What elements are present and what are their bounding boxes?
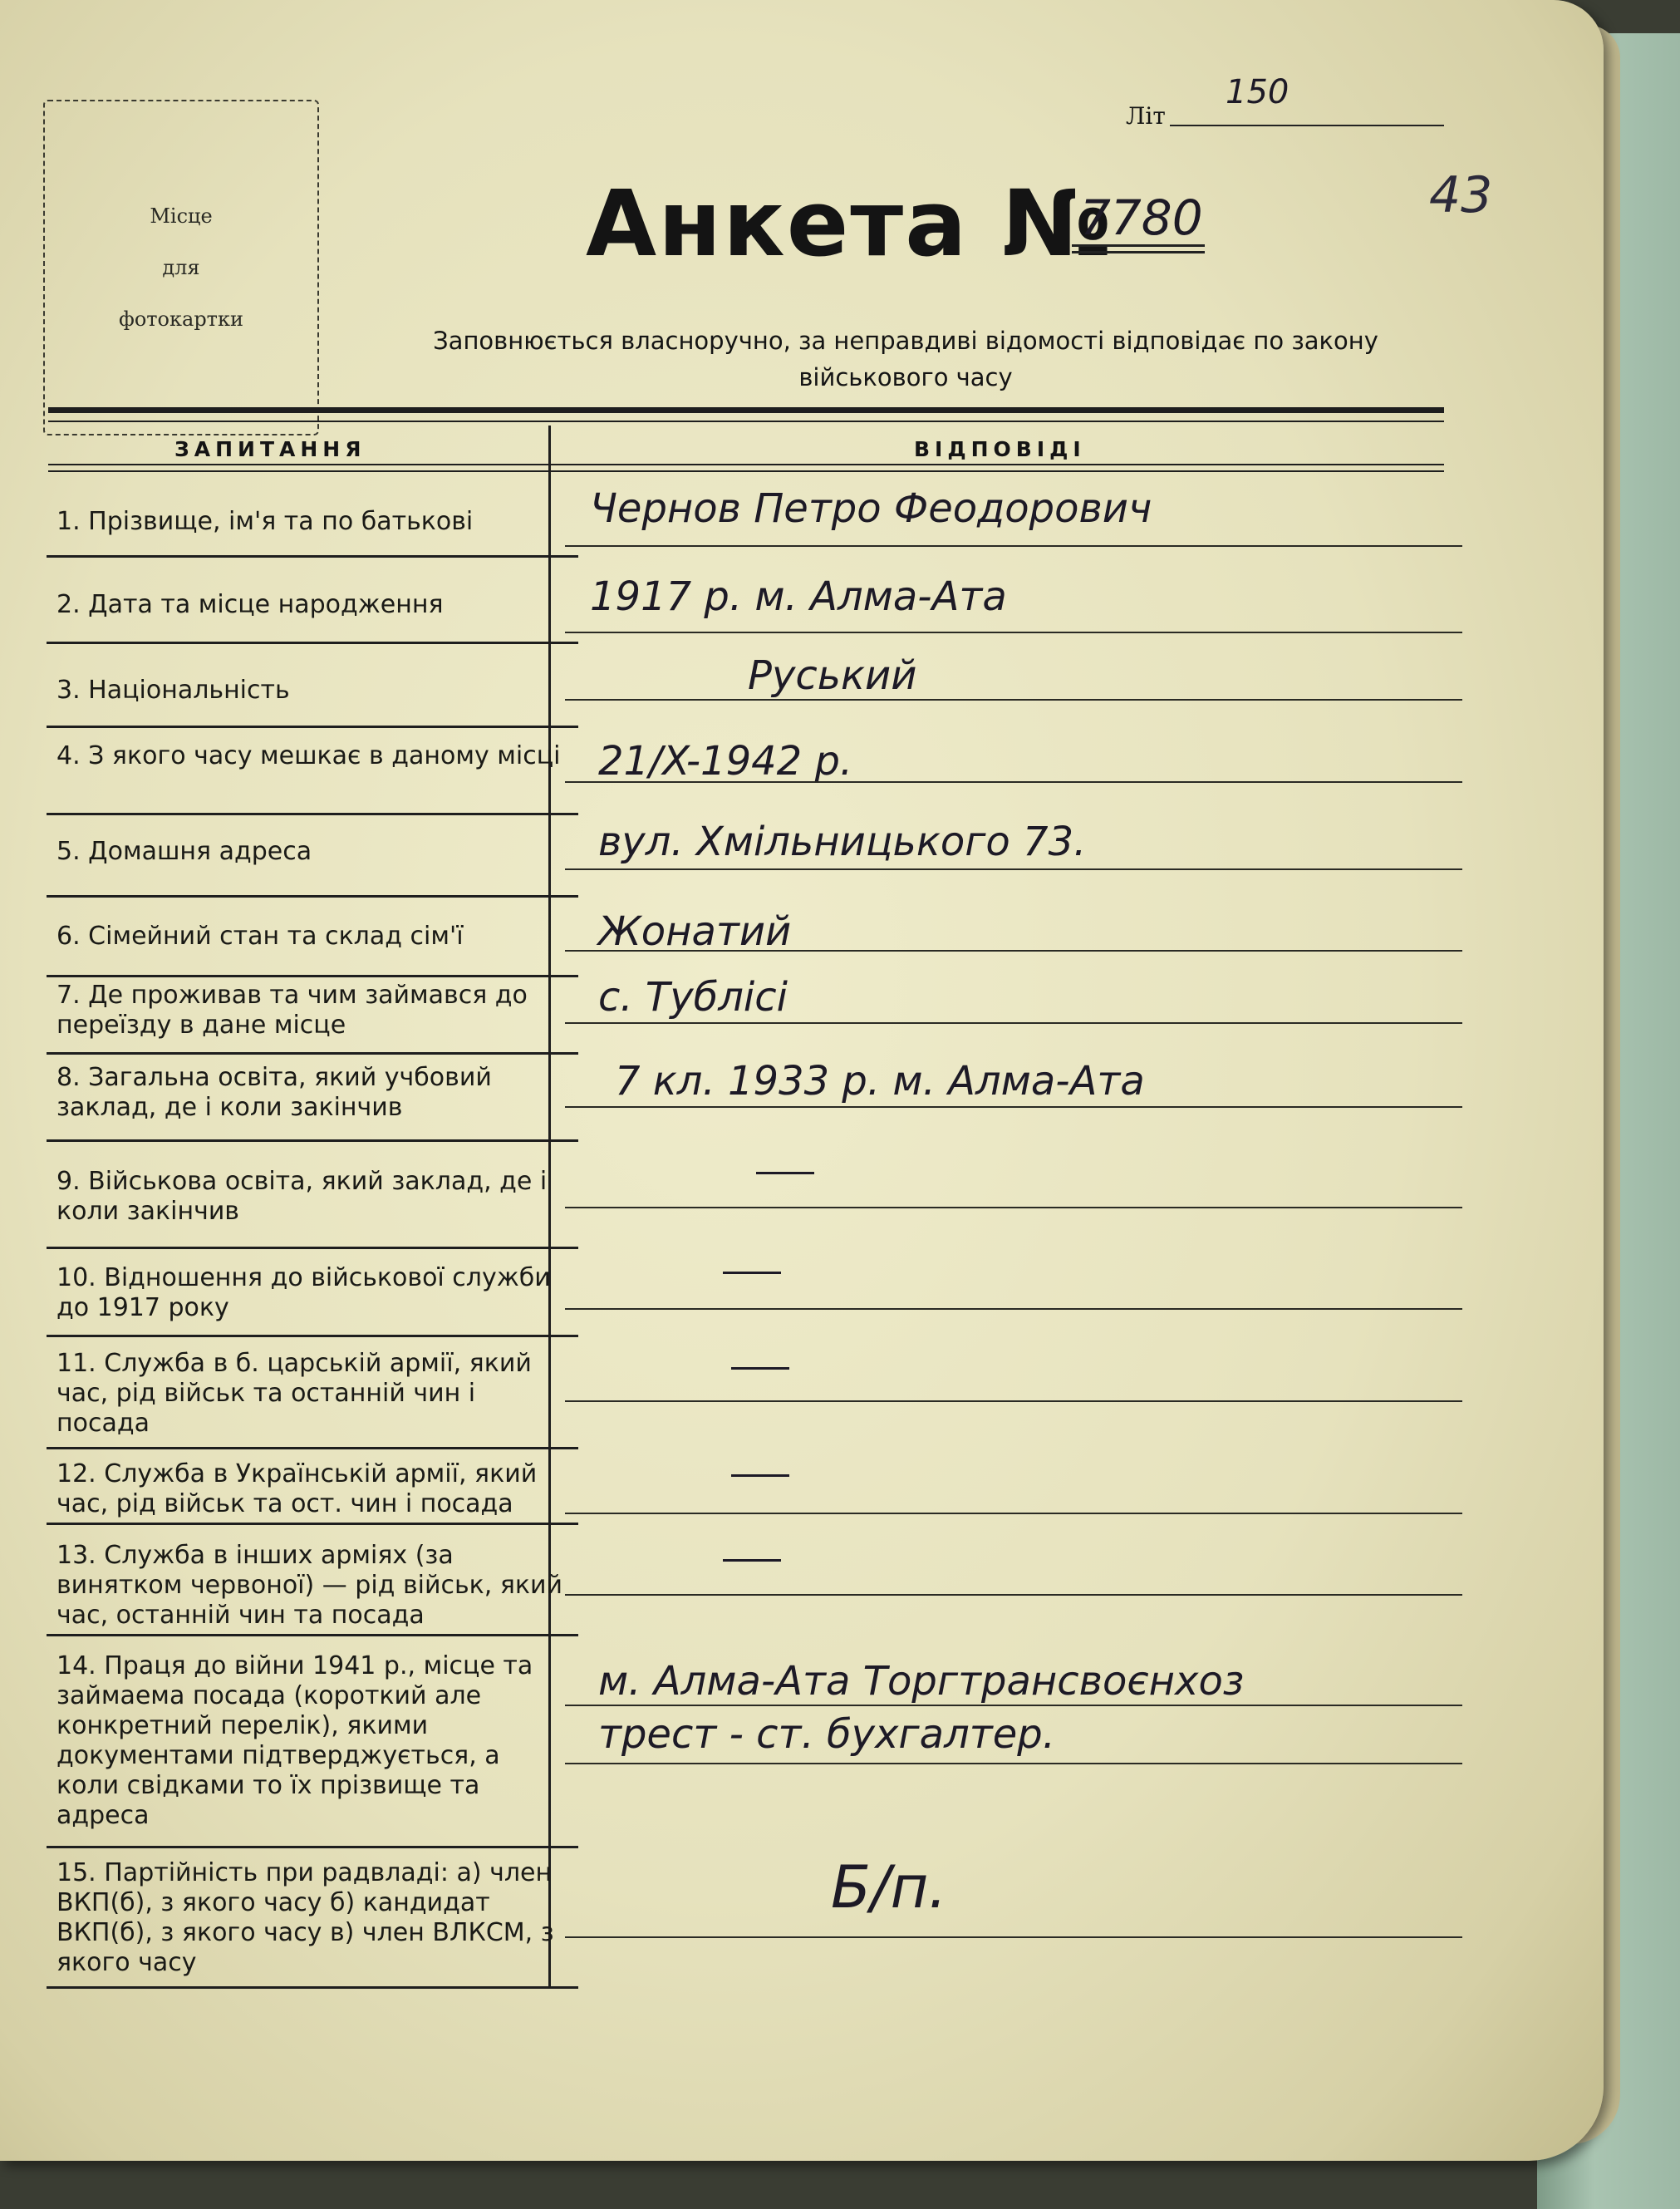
answer-text: с. Тублісі — [598, 974, 788, 1021]
answer-dash — [731, 1474, 789, 1477]
form-row — [50, 819, 1471, 898]
row-separator — [47, 1846, 578, 1848]
header-rule-bottom — [48, 464, 1444, 465]
answer-line — [565, 1207, 1462, 1208]
question-text: 11. Служба в б. царській армії, який час, рід військ та останній чин і посада — [56, 1349, 532, 1438]
answer-line — [565, 781, 1462, 783]
question-text: 10. Відношення до військової служби до 1917 року — [56, 1263, 551, 1322]
photo-label-line3: фотокартки — [119, 307, 243, 331]
question-text: 3. Національність — [56, 676, 290, 705]
form-row — [50, 1641, 1471, 1849]
row-separator — [47, 1523, 578, 1525]
form-row — [50, 974, 1471, 1055]
photo-placeholder — [43, 100, 319, 435]
photo-label-line2: для — [162, 256, 200, 279]
form-number-underline — [1072, 244, 1205, 247]
answer-line — [565, 1400, 1462, 1402]
header-rule-top-2 — [48, 421, 1444, 422]
form-row — [50, 1342, 1471, 1450]
form-row — [50, 1454, 1471, 1525]
row-separator — [47, 642, 578, 644]
form-row — [50, 1060, 1471, 1143]
answer-line — [565, 1936, 1462, 1938]
question-text: 8. Загальна освіта, який учбовий заклад, де і коли закінчив — [56, 1063, 492, 1122]
answer-line — [565, 1022, 1462, 1024]
question-text: 12. Служба в Українській армії, який час, рід військ та ост. чин і посада — [56, 1459, 538, 1518]
row-separator — [47, 726, 578, 728]
answer-line — [565, 868, 1462, 870]
form-number-underline-2 — [1072, 251, 1205, 253]
answer-text: 21/X-1942 р. — [598, 738, 853, 785]
answer-line — [565, 1513, 1462, 1514]
question-text: 15. Партійність при радвладі: а) член ВКП(б), з якого часу б) кандидат ВКП(б), з якого часу в) член ВЛКСМ, з якого часу — [56, 1858, 554, 1977]
form-row — [50, 652, 1471, 727]
row-separator — [47, 555, 578, 558]
answer-line — [565, 632, 1462, 633]
answer-text: Б/п. — [831, 1853, 947, 1921]
question-text: 2. Дата та місце народження — [56, 590, 444, 619]
answer-line — [565, 1705, 1462, 1706]
answer-text: Жонатий — [598, 908, 792, 955]
answer-line — [565, 1594, 1462, 1596]
answer-dash — [723, 1559, 781, 1562]
row-separator — [47, 1335, 578, 1337]
row-separator — [47, 1139, 578, 1142]
form-row — [50, 565, 1471, 644]
lit-value: 150 — [1226, 73, 1289, 111]
lit-label: Літ — [1126, 102, 1166, 130]
form-row — [50, 1147, 1471, 1251]
answer-dash — [731, 1367, 789, 1370]
answer-text: м. Алма-Ата Торгтрансвоєнхоз — [598, 1658, 1245, 1705]
answer-text-line2: трест - ст. бухгалтер. — [598, 1711, 1055, 1758]
answer-text: 7 кл. 1933 р. м. Алма-Ата — [615, 1058, 1145, 1104]
column-header-questions: ЗАПИТАННЯ — [174, 437, 366, 461]
row-separator — [47, 813, 578, 815]
question-text: 13. Служба в інших арміях (за винятком червоної) — рід військ, який час, останній чин та посада — [56, 1541, 562, 1630]
corner-number: 43 — [1429, 166, 1493, 224]
answer-line — [565, 699, 1462, 701]
row-separator — [47, 1447, 578, 1449]
answer-dash — [756, 1172, 814, 1174]
question-text: 7. Де проживав та чим займався до переїзду в дане місце — [56, 981, 528, 1040]
answer-line — [565, 950, 1462, 952]
answer-text: вул. Хмільницького 73. — [598, 819, 1087, 865]
row-separator — [47, 1052, 578, 1055]
form-row — [50, 482, 1471, 557]
row-separator — [47, 1634, 578, 1636]
form-number: 7780 — [1080, 189, 1203, 246]
row-separator — [47, 975, 578, 977]
answer-line — [565, 1763, 1462, 1764]
form-row — [50, 1529, 1471, 1637]
row-separator — [47, 1986, 578, 1989]
answer-text: Руський — [748, 652, 917, 699]
question-text: 4. З якого часу мешкає в даному місці — [56, 741, 561, 770]
answer-line — [565, 545, 1462, 547]
form-title: Анкета № — [586, 170, 1114, 277]
question-text: 9. Військова освіта, який заклад, де і коли закінчив — [56, 1167, 548, 1226]
question-text: 5. Домашня адреса — [56, 837, 312, 866]
answer-line — [565, 1308, 1462, 1310]
form-row — [50, 902, 1471, 977]
answer-dash — [723, 1272, 781, 1274]
column-header-answers: ВІДПОВІДІ — [914, 437, 1086, 461]
header-rule-bottom-2 — [48, 470, 1444, 472]
subtitle-line1: Заповнюється власноручно, за неправдиві відомості відповідає по закону — [433, 327, 1378, 355]
question-text: 6. Сімейний стан та склад сім'ї — [56, 922, 464, 951]
row-separator — [47, 1247, 578, 1249]
question-text: 1. Прізвище, ім'я та по батькові — [56, 507, 474, 536]
answer-text: 1917 р. м. Алма-Ата — [590, 573, 1007, 620]
subtitle-line2: військового часу — [798, 363, 1013, 391]
question-text: 14. Праця до війни 1941 р., місце та займаема посада (короткий але конкретний перелік), якими документами підтверджується, а коли свідками то їх прізвище та адреса — [56, 1651, 533, 1830]
photo-label-line1: Місце — [150, 204, 213, 228]
form-row — [50, 1853, 1471, 1990]
header-rule-top — [48, 407, 1444, 413]
form-row — [50, 1255, 1471, 1338]
lit-underline — [1170, 125, 1444, 126]
form-subtitle — [353, 322, 1458, 396]
form-row — [50, 731, 1471, 814]
answer-text: Чернов Петро Феодорович — [590, 485, 1152, 532]
row-separator — [47, 895, 578, 898]
answer-line — [565, 1106, 1462, 1108]
